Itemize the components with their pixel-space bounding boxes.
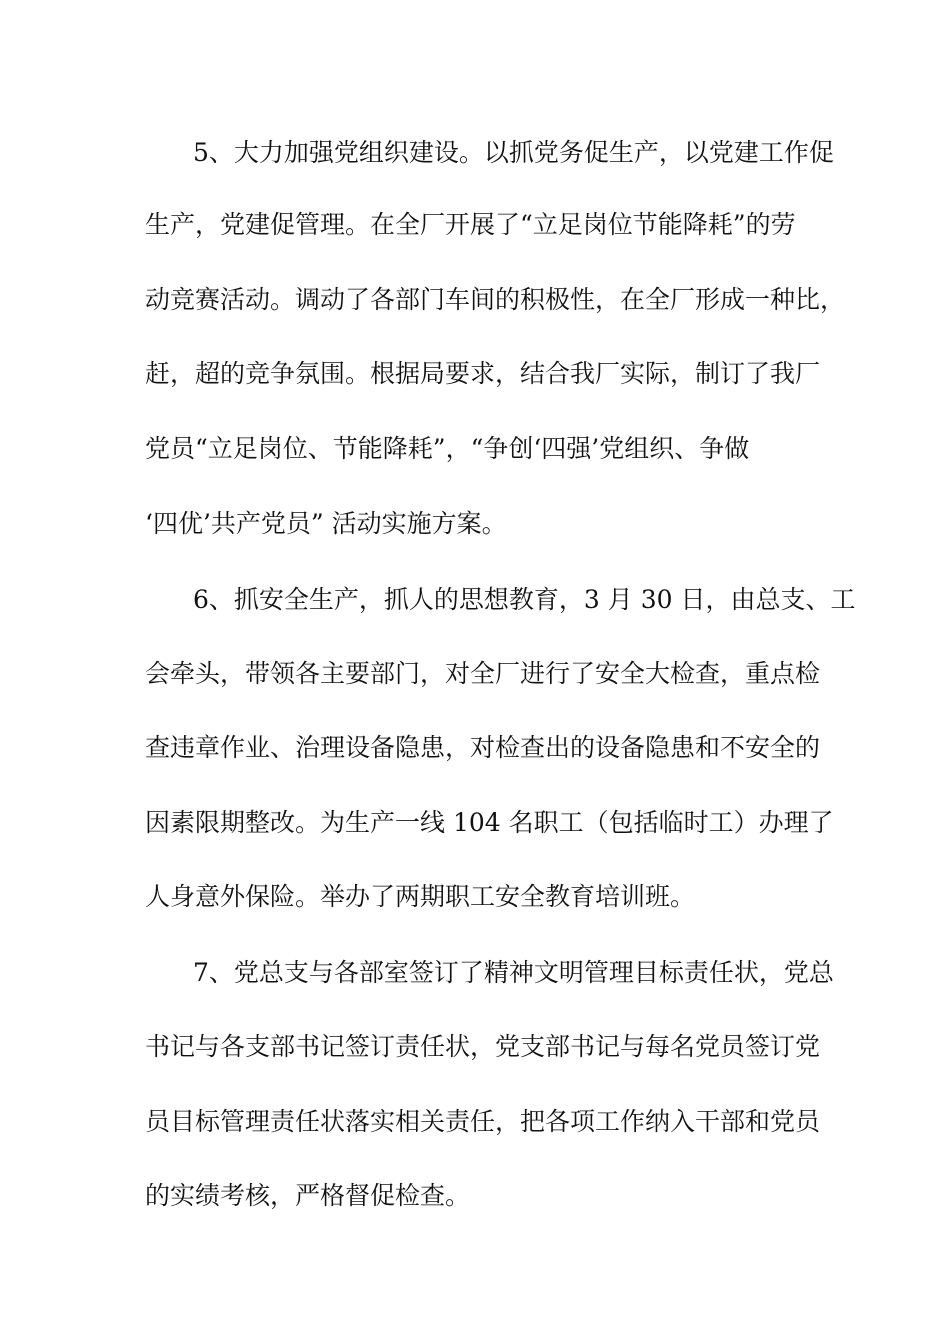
paragraph-5-line-6: ‘四优’共产党员” 活动实施方案。 [145,509,507,538]
paragraph-6-line-4: 因素限期整改。为生产一线 104 名职工（包括临时工）办理了 [145,808,834,837]
paragraph-7-line-4: 的实绩考核，严格督促检查。 [145,1181,471,1210]
paragraph-7-line-3: 员目标管理责任状落实相关责任，把各项工作纳入干部和党员 [145,1107,821,1136]
paragraph-7-line-1: 7、党总支与各部室签订了精神文明管理目标责任状，党总 [193,958,834,987]
paragraph-6-line-5: 人身意外保险。举办了两期职工安全教育培训班。 [145,882,696,911]
paragraph-5-line-5: 党员“立足岗位、节能降耗”，“争创‘四强’党组织、争做 [145,434,750,463]
paragraph-6-line-2: 会牵头，带领各主要部门，对全厂进行了安全大检查，重点检 [145,659,821,688]
paragraph-5-line-3: 动竞赛活动。调动了各部门车间的积极性，在全厂形成一种比， [145,285,846,314]
paragraph-7-line-2: 书记与各支部书记签订责任状，党支部书记与每名党员签订党 [145,1032,821,1061]
paragraph-5-line-1: 5、大力加强党组织建设。以抓党务促生产，以党建工作促 [193,138,834,167]
paragraph-5-line-4: 赶，超的竞争氛围。根据局要求，结合我厂实际，制订了我厂 [145,359,821,388]
paragraph-6-line-1: 6、抓安全生产，抓人的思想教育，3 月 30 日，由总支、工 [193,585,856,614]
paragraph-6-line-3: 查违章作业、治理设备隐患，对检查出的设备隐患和不安全的 [145,733,821,762]
paragraph-5-line-2: 生产，党建促管理。在全厂开展了“立足岗位节能降耗”的劳 [145,210,796,239]
